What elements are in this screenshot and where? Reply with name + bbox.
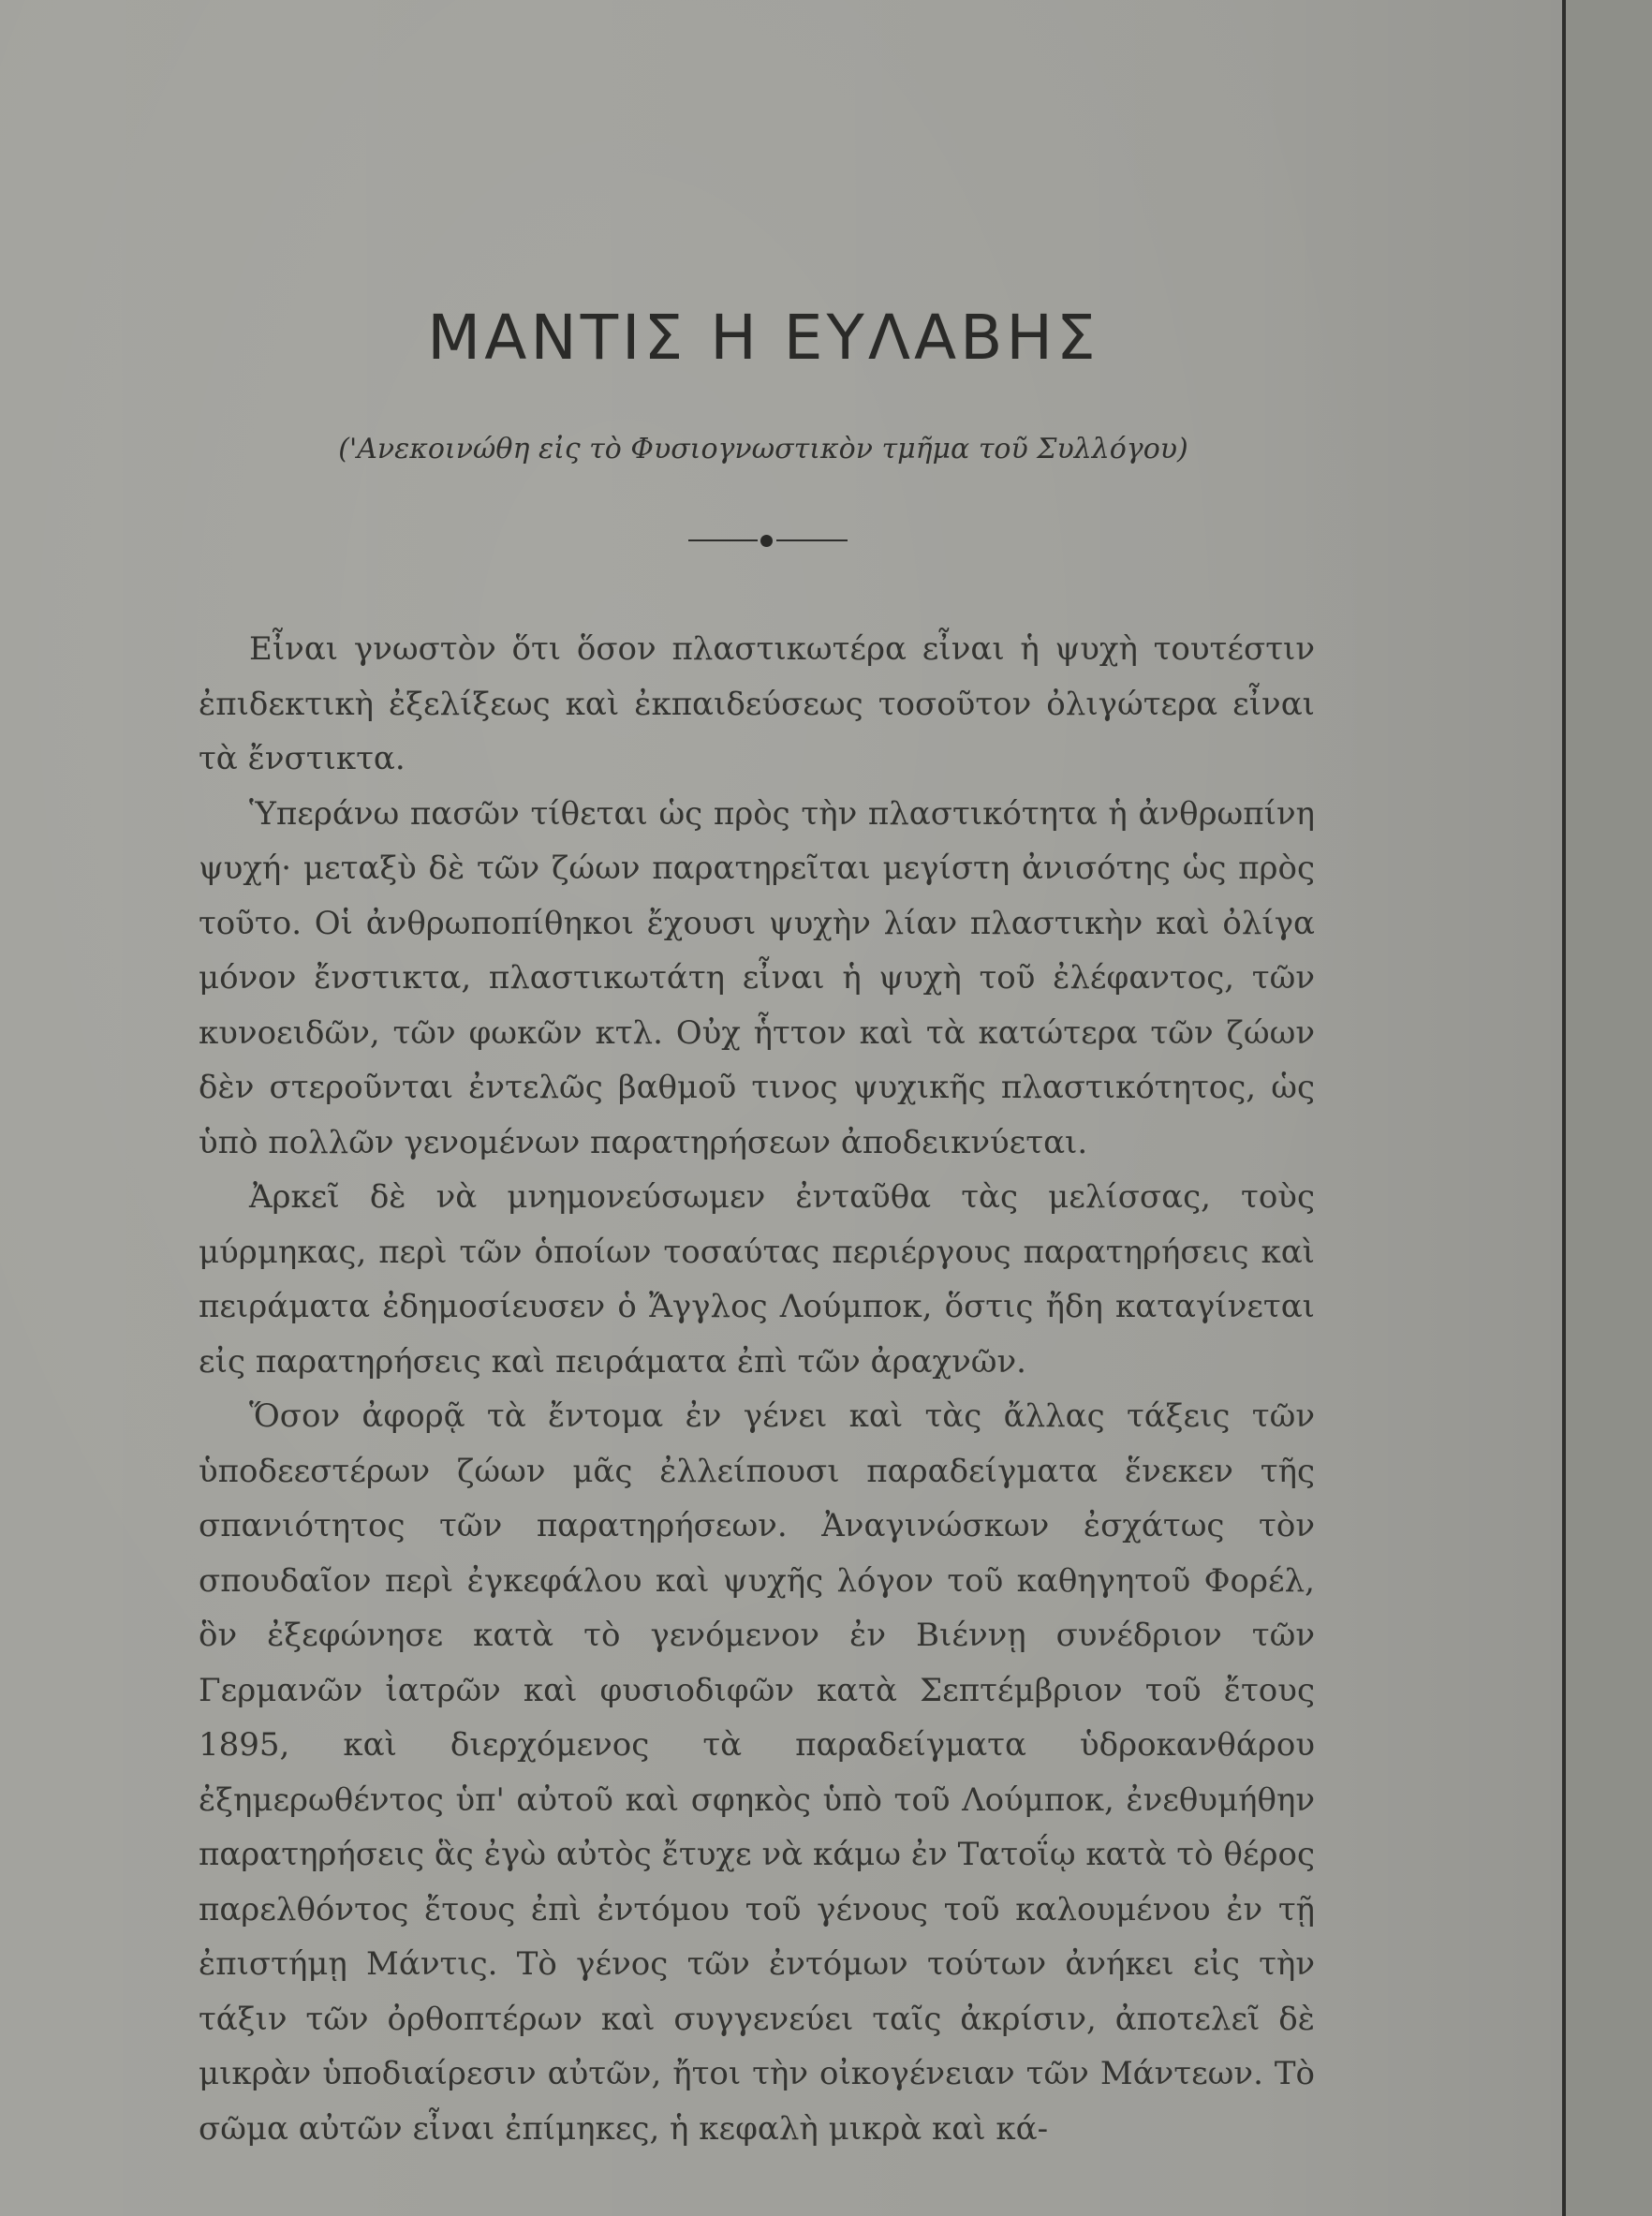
divider-dot xyxy=(760,535,773,547)
divider-line-right xyxy=(776,539,848,541)
paragraph-1: Εἶναι γνωστὸν ὅτι ὅσον πλαστικωτέρα εἶναι ἡ ψυχὴ τουτέστιν ἐπιδεκτικὴ ἐξελίξεως καὶ ἐκπαιδεύσεως τοσοῦτον ὀλιγώτερα εἶναι τὰ ἔνστικτα. xyxy=(199,630,1315,777)
body-text xyxy=(199,622,1315,2156)
scan-background xyxy=(1566,0,1652,2216)
paragraph-4: Ὅσον ἀφορᾷ τὰ ἔντομα ἐν γένει καὶ τὰς ἄλλας τάξεις τῶν ὑποδεεστέρων ζώων μᾶς ἐλλείπουσι παραδείγματα ἕνεκεν τῆς σπανιότητος τῶν παρατηρήσεων. Ἀναγινώσκων ἐσχάτως τὸν σπουδαῖον περὶ ἐγκεφάλου καὶ ψυχῆς λόγον τοῦ καθηγητοῦ Φορέλ, ὃν ἐξεφώνησε κατὰ τὸ γενόμενον ἐν Βιέννῃ συνέδριον τῶν Γερμανῶν ἰατρῶν καὶ φυσιοδιφῶν κατὰ Σεπτέμβριον τοῦ ἔτους 1895, καὶ διερχόμενος τὰ παραδείγματα ὑδροκανθάρου ἐξημερωθέντος ὑπ' αὐτοῦ καὶ σφηκὸς ὑπὸ τοῦ Λούμποκ, ἐνεθυμήθην παρατηρήσεις ἃς ἐγὼ αὐτὸς ἔτυχε νὰ κάμω ἐν Τατοΐῳ κατὰ τὸ θέρος παρελθόντος ἔτους ἐπὶ ἐντόμου τοῦ γένους τοῦ καλουμένου ἐν τῇ ἐπιστήμῃ Μάντις. Τὸ γένος τῶν ἐντόμων τούτων ἀνήκει εἰς τὴν τάξιν τῶν ὀρθοπτέρων καὶ συγγενεύει ταῖς ἀκρίσιν, ἀποτελεῖ δὲ μικρὰν ὑποδιαίρεσιν αὐτῶν, ἤτοι τὴν οἰκογένειαν τῶν Μάντεων. Τὸ σῶμα αὐτῶν εἶναι ἐπίμηκες, ἡ κεφαλὴ μικρὰ καὶ κά- xyxy=(199,1397,1315,2148)
page-title: ΜΑΝΤΙΣ Η ΕΥΛΑΒΗΣ xyxy=(427,302,1099,374)
divider-ornament xyxy=(688,533,848,548)
subtitle-note: ('Ανεκοινώθη εἰς τὸ Φυσιογνωστικὸν τμῆμα τοῦ Συλλόγου) xyxy=(338,433,1188,465)
paragraph-2: Ὑπεράνω πασῶν τίθεται ὡς πρὸς τὴν πλαστικότητα ἡ ἀνθρωπίνη ψυχή· μεταξὺ δὲ τῶν ζώων παρατηρεῖται μεγίστη ἀνισότης ὡς πρὸς τοῦτο. Οἱ ἀνθρωποπίθηκοι ἔχουσι ψυχὴν λίαν πλαστικὴν καὶ ὀλίγα μόνον ἔνστικτα, πλαστικωτάτη εἶναι ἡ ψυχὴ τοῦ ἐλέφαντος, τῶν κυνοειδῶν, τῶν φωκῶν κτλ. Οὐχ ἧττον καὶ τὰ κατώτερα τῶν ζώων δὲν στεροῦνται ἐντελῶς βαθμοῦ τινος ψυχικῆς πλαστικότητος, ὡς ὑπὸ πολλῶν γενομένων παρατηρήσεων ἀποδεικνύεται. xyxy=(199,794,1315,1161)
paragraph-3: Ἀρκεῖ δὲ νὰ μνημονεύσωμεν ἐνταῦθα τὰς μελίσσας, τοὺς μύρμηκας, περὶ τῶν ὁποίων τοσαύτας περιέργους παρατηρήσεις καὶ πειράματα ἐδημοσίευσεν ὁ Ἄγγλος Λούμποκ, ὅστις ἤδη καταγίνεται εἰς παρατηρήσεις καὶ πειράματα ἐπὶ τῶν ἀραχνῶν. xyxy=(199,1178,1315,1381)
divider-line-left xyxy=(688,539,758,541)
